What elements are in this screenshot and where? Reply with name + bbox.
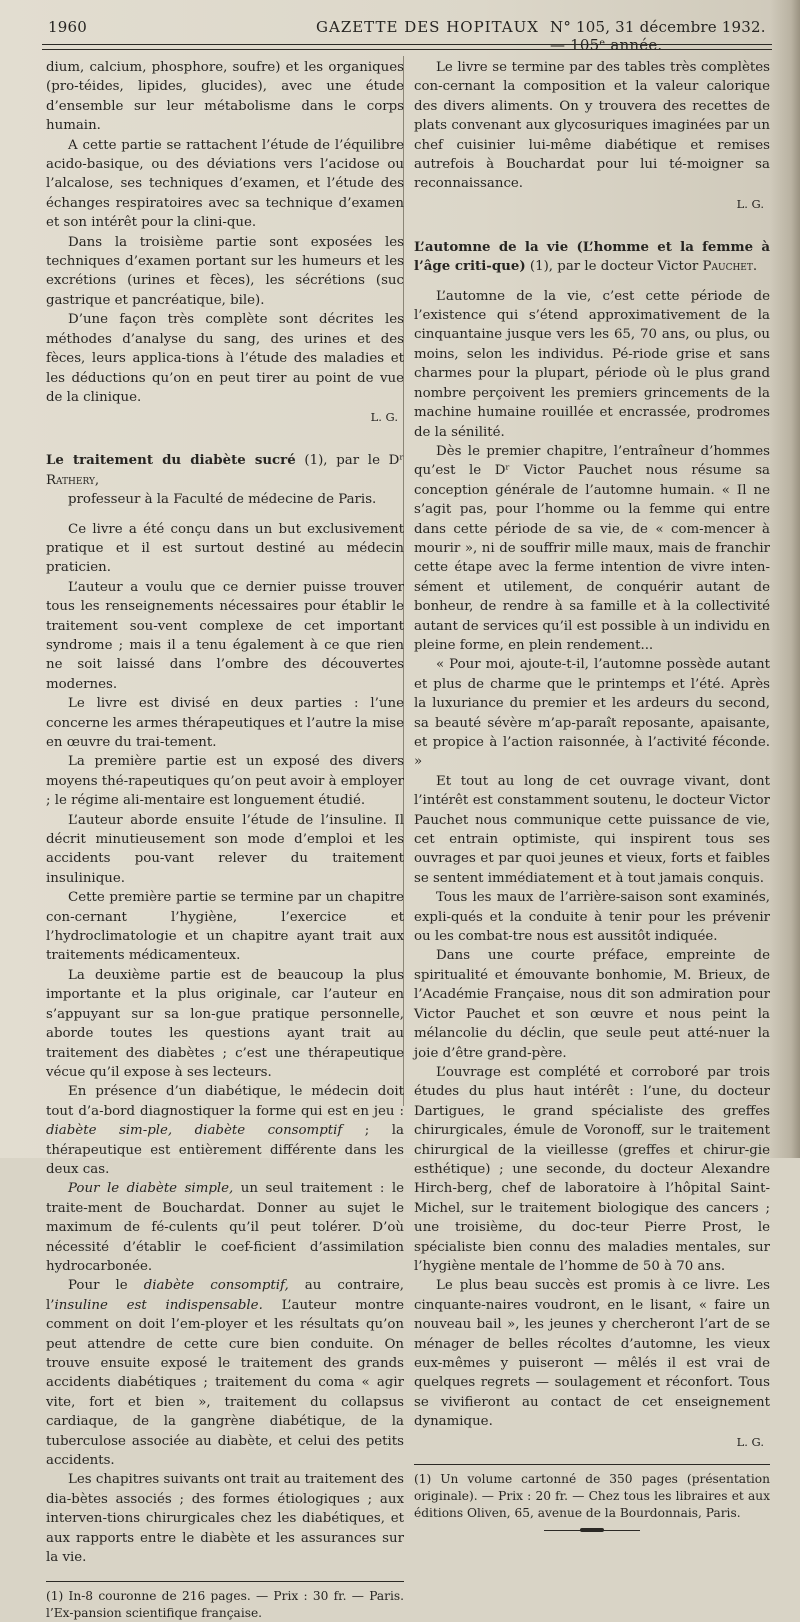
- emphasis: insuline est indispensable.: [54, 1297, 263, 1313]
- review-note: (1), par le Dʳ: [304, 453, 404, 469]
- page-edge-shadow: [770, 0, 800, 1158]
- paragraph: D’une façon très complète sont décrites les méthodes d’analyse du sang, des urines et des fèces, leurs applica-tions à l’étude des maladies et les déductions qu’on en peut tirer au point de vue de la clinique.: [46, 312, 404, 405]
- signature: L. G.: [736, 1434, 764, 1449]
- paragraph: « Pour moi, ajoute-t-il, l’automne possède autant et plus de charme que le printemps et l’été. Après la luxuriance du premier et les ardeurs du second, sa beauté sévère m’ap-paraît reposante, apaisante, et propice à l’action raisonnée, à l’activité féconde. »: [414, 657, 770, 770]
- review-note: (1), par le docteur Victor: [525, 259, 703, 275]
- review-author: Pauchet.: [702, 259, 758, 275]
- footnote-rule: [46, 1581, 404, 1582]
- paragraph: Les chapitres suivants ont trait au traitement des dia-bètes associés ; des formes étiologiques ; aux interven-tions chirurgicales chez les diabétiques, et aux rapports entre le diabète et les assurances sur la vie.: [46, 1472, 404, 1566]
- text-run: ; la thérapeutique est entièrement différente dans les deux cas.: [46, 1123, 404, 1177]
- paragraph: Dès le premier chapitre, l’entraîneur d’hommes qu’est le Dʳ Victor Pauchet nous résume sa conception générale de l’automne humain. « Il ne s’agit pas, pour l’homme ou la femme qui entre dans cette période de sa vie, de « com-mencer à mourir », ni de souffrir mille maux, mais de franchir cette étape avec la ferme intention de vivre inten-sément et utilement, de conquérir autant de bonheur, de rendre à sa famille et à la collectivité autant de services qu’il est possible à un individu en pleine forme, en plein rendement...: [414, 443, 770, 653]
- header-rule: [42, 44, 772, 50]
- paragraph: [46, 1082, 404, 1179]
- page-header: [48, 14, 770, 54]
- paragraph: Ce livre a été conçu dans un but exclusivement pratique et il est surtout destiné au médecin praticien.: [46, 521, 404, 576]
- paragraph: Le livre se termine par des tables très complètes con-cernant la composition et la valeur calorique des divers aliments. On y trouvera des recettes de plats convenant aux glycosuriques imaginées par un chef cuisinier lui-même diabétique et remises autrefois à Bouchardat pour lui té-moigner sa reconnaissance.: [414, 60, 770, 192]
- text-run: un seul traitement : le traite-ment de Bouchardat. Donner au sujet le maximum de fé-culents qu’il peut tolérer. D’où nécessité d’établir le coef-ficient d’assimilation hydrocarbonée.: [46, 1181, 404, 1274]
- review-heading: [414, 238, 770, 277]
- paragraph: Et tout au long de cet ouvrage vivant, dont l’intérêt est constamment soutenu, le docteur Victor Pauchet nous communique cette puissance de vie, cet entrain optimiste, qui inspirent tous ses ouvrages et par quoi jeunes et vieux, forts et faibles se sentent immédiatement et à tout jamais conquis.: [414, 773, 770, 886]
- review-title: Le traitement du diabète sucré: [46, 452, 296, 469]
- paragraph: Dans la troisième partie sont exposées les techniques d’examen portant sur les humeurs et les excrétions (urines et fèces), les sécrétions (suc gastrique et pancréatique, bile).: [46, 234, 404, 308]
- paragraph: L’auteur a voulu que ce dernier puisse trouver tous les renseignements nécessaires pour établir le traitement sou-vent complexe de cet important syndrome ; mais il a tenu également à ce que rien ne soit laissé dans l’ombre des découvertes modernes.: [46, 579, 404, 692]
- paragraph: L’auteur aborde ensuite l’étude de l’insuline. Il décrit minutieusement son mode d’emploi et les accidents pou-vant relever du traitement insulinique.: [46, 812, 404, 886]
- end-ornament: [544, 1530, 640, 1531]
- text-run: Pour le: [68, 1278, 144, 1294]
- paragraph: Tous les maux de l’arrière-saison sont examinés, expli-qués et la conduite à tenir pour les prévenir ou les combat-tre nous est aussitôt indiquée.: [414, 890, 770, 945]
- footnote-rule: [414, 1464, 770, 1465]
- paragraph: A cette partie se rattachent l’étude de l’équilibre acido-basique, ou des déviations vers l’acidose ou l’alcalose, ses techniques d’examen, et l’étude des échanges respiratoires avec sa technique d’examen et son intérêt pour la clini-que.: [46, 137, 404, 231]
- paragraph: La première partie est un exposé des divers moyens thé-rapeutiques qu’on peut avoir à employer ; le régime ali-mentaire est longuement étudié.: [46, 754, 404, 809]
- paragraph: L’automne de la vie, c’est cette période de l’existence qui s’étend approximativement de la cinquantaine jusque vers les 65, 70 ans, ou plus, ou moins, selon les individus. Pé-riode grise et sans charmes pour la plupart, période où le plus grand nombre perçoivent les premiers grincements de la machine humaine rouillée et encrassée, prodromes de la sénilité.: [414, 288, 770, 440]
- paragraph: Le plus beau succès est promis à ce livre. Les cinquante-naires voudront, en le lisant, « faire un nouveau bail », les jeunes y chercheront l’art de se ménager de belles récoltes d’automne, les vieux eux-mêmes y puiseront — mêlés il est vrai de quelques regrets — soulagement et réconfort. Tous se vivifieront au contact de cet enseignement dynamique.: [414, 1278, 770, 1430]
- footnote: (1) Un volume cartonné de 350 pages (présentation originale). — Prix : 20 fr. — Chez tous les libraires et aux éditions Oliven, 65, avenue de la Bourdonnais, Paris.: [414, 1471, 770, 1520]
- page-number: 1960: [48, 18, 87, 36]
- review-heading: [46, 451, 404, 509]
- text-run: L’auteur montre comment on doit l’em-ployer et les résultats qu’on peut attendre de cette cure bien conduite. On trouve ensuite exposé le traitement des grands accidents diabétiques ; traitement du coma « agir vite, fort et bien », traitement du collapsus cardiaque, de la gangrène diabétique, de la tuberculose associée au diabète, et celui des petits accidents.: [46, 1297, 404, 1469]
- issue-info: N° 105, 31 décembre 1932. — 105ᵉ année.: [550, 18, 766, 54]
- review-title: L’automne de la vie (L’homme et la femme à l’âge criti-que): [414, 238, 770, 275]
- right-column: [414, 58, 770, 1531]
- paragraph: [46, 1276, 404, 1470]
- emphasis: diabète sim-ple, diabète consomptif: [46, 1123, 343, 1139]
- paragraph: [46, 1179, 404, 1276]
- paragraph: La deuxième partie est de beaucoup la plus importante et la plus originale, car l’auteur en s’appuyant sur sa lon-gue pratique personnelle, aborde toutes les questions ayant trait au traitement des diabètes ; c’est une thérapeutique vécue qu’il expose à ses lecteurs.: [46, 967, 404, 1080]
- footnote: (1) In-8 couronne de 216 pages. — Prix : 30 fr. — Paris. l’Ex-pansion scientifique française.: [46, 1589, 404, 1621]
- emphasis: Pour le diabète simple,: [68, 1181, 234, 1197]
- signature: L. G.: [370, 410, 398, 425]
- review-author: Rathery,: [46, 472, 100, 488]
- paragraph: Dans une courte préface, empreinte de spiritualité et émouvante bonhomie, M. Brieux, de l’Académie Française, nous dit son admiration pour Victor Pauchet et son œuvre et nous peint la mélancolie du déclin, que seule peut atté-nuer la joie d’être grand-père.: [414, 948, 770, 1061]
- paragraph: Cette première partie se termine par un chapitre con-cernant l’hygiène, l’exercice et l’hydroclimatologie et un chapitre ayant trait aux traitements médicamenteux.: [46, 890, 404, 964]
- paragraph: L’ouvrage est complété et corroboré par trois études du plus haut intérêt : l’une, du docteur Dartigues, le grand spécialiste des greffes chirurgicales, émule de Voronoff, sur le traitement chirurgical de la vieillesse (greffes et chirur-gie esthétique) ; une seconde, du docteur Alexandre Hirch-berg, chef de laboratoire à l’hôpital Saint-Michel, sur le traitement biologique des cancers ; une troisième, du doc-teur Pierre Prost, le spécialiste bien connu des maladies mentales, sur l’hygiène mentale de l’homme de 50 à 70 ans.: [414, 1064, 770, 1274]
- text-run: En présence d’un diabétique, le médecin doit tout d’a-bord diagnostiquer la forme qui est en jeu :: [46, 1084, 404, 1119]
- review-title-continuation: professeur à la Faculté de médecine de Paris.: [68, 492, 377, 508]
- text-run: au contraire, l’: [46, 1278, 404, 1313]
- paragraph: dium, calcium, phosphore, soufre) et les organiques (pro-téides, lipides, glucides), avec une étude d’ensemble sur leur métabolisme dans le corps humain.: [46, 60, 404, 134]
- paragraph: Le livre est divisé en deux parties : l’une concerne les armes thérapeutiques et l’autre la mise en œuvre du trai-tement.: [46, 696, 404, 750]
- journal-title: GAZETTE DES HOPITAUX: [316, 18, 539, 36]
- left-column: [46, 58, 404, 1622]
- signature: L. G.: [736, 196, 764, 211]
- emphasis: diabète consomptif,: [143, 1278, 289, 1294]
